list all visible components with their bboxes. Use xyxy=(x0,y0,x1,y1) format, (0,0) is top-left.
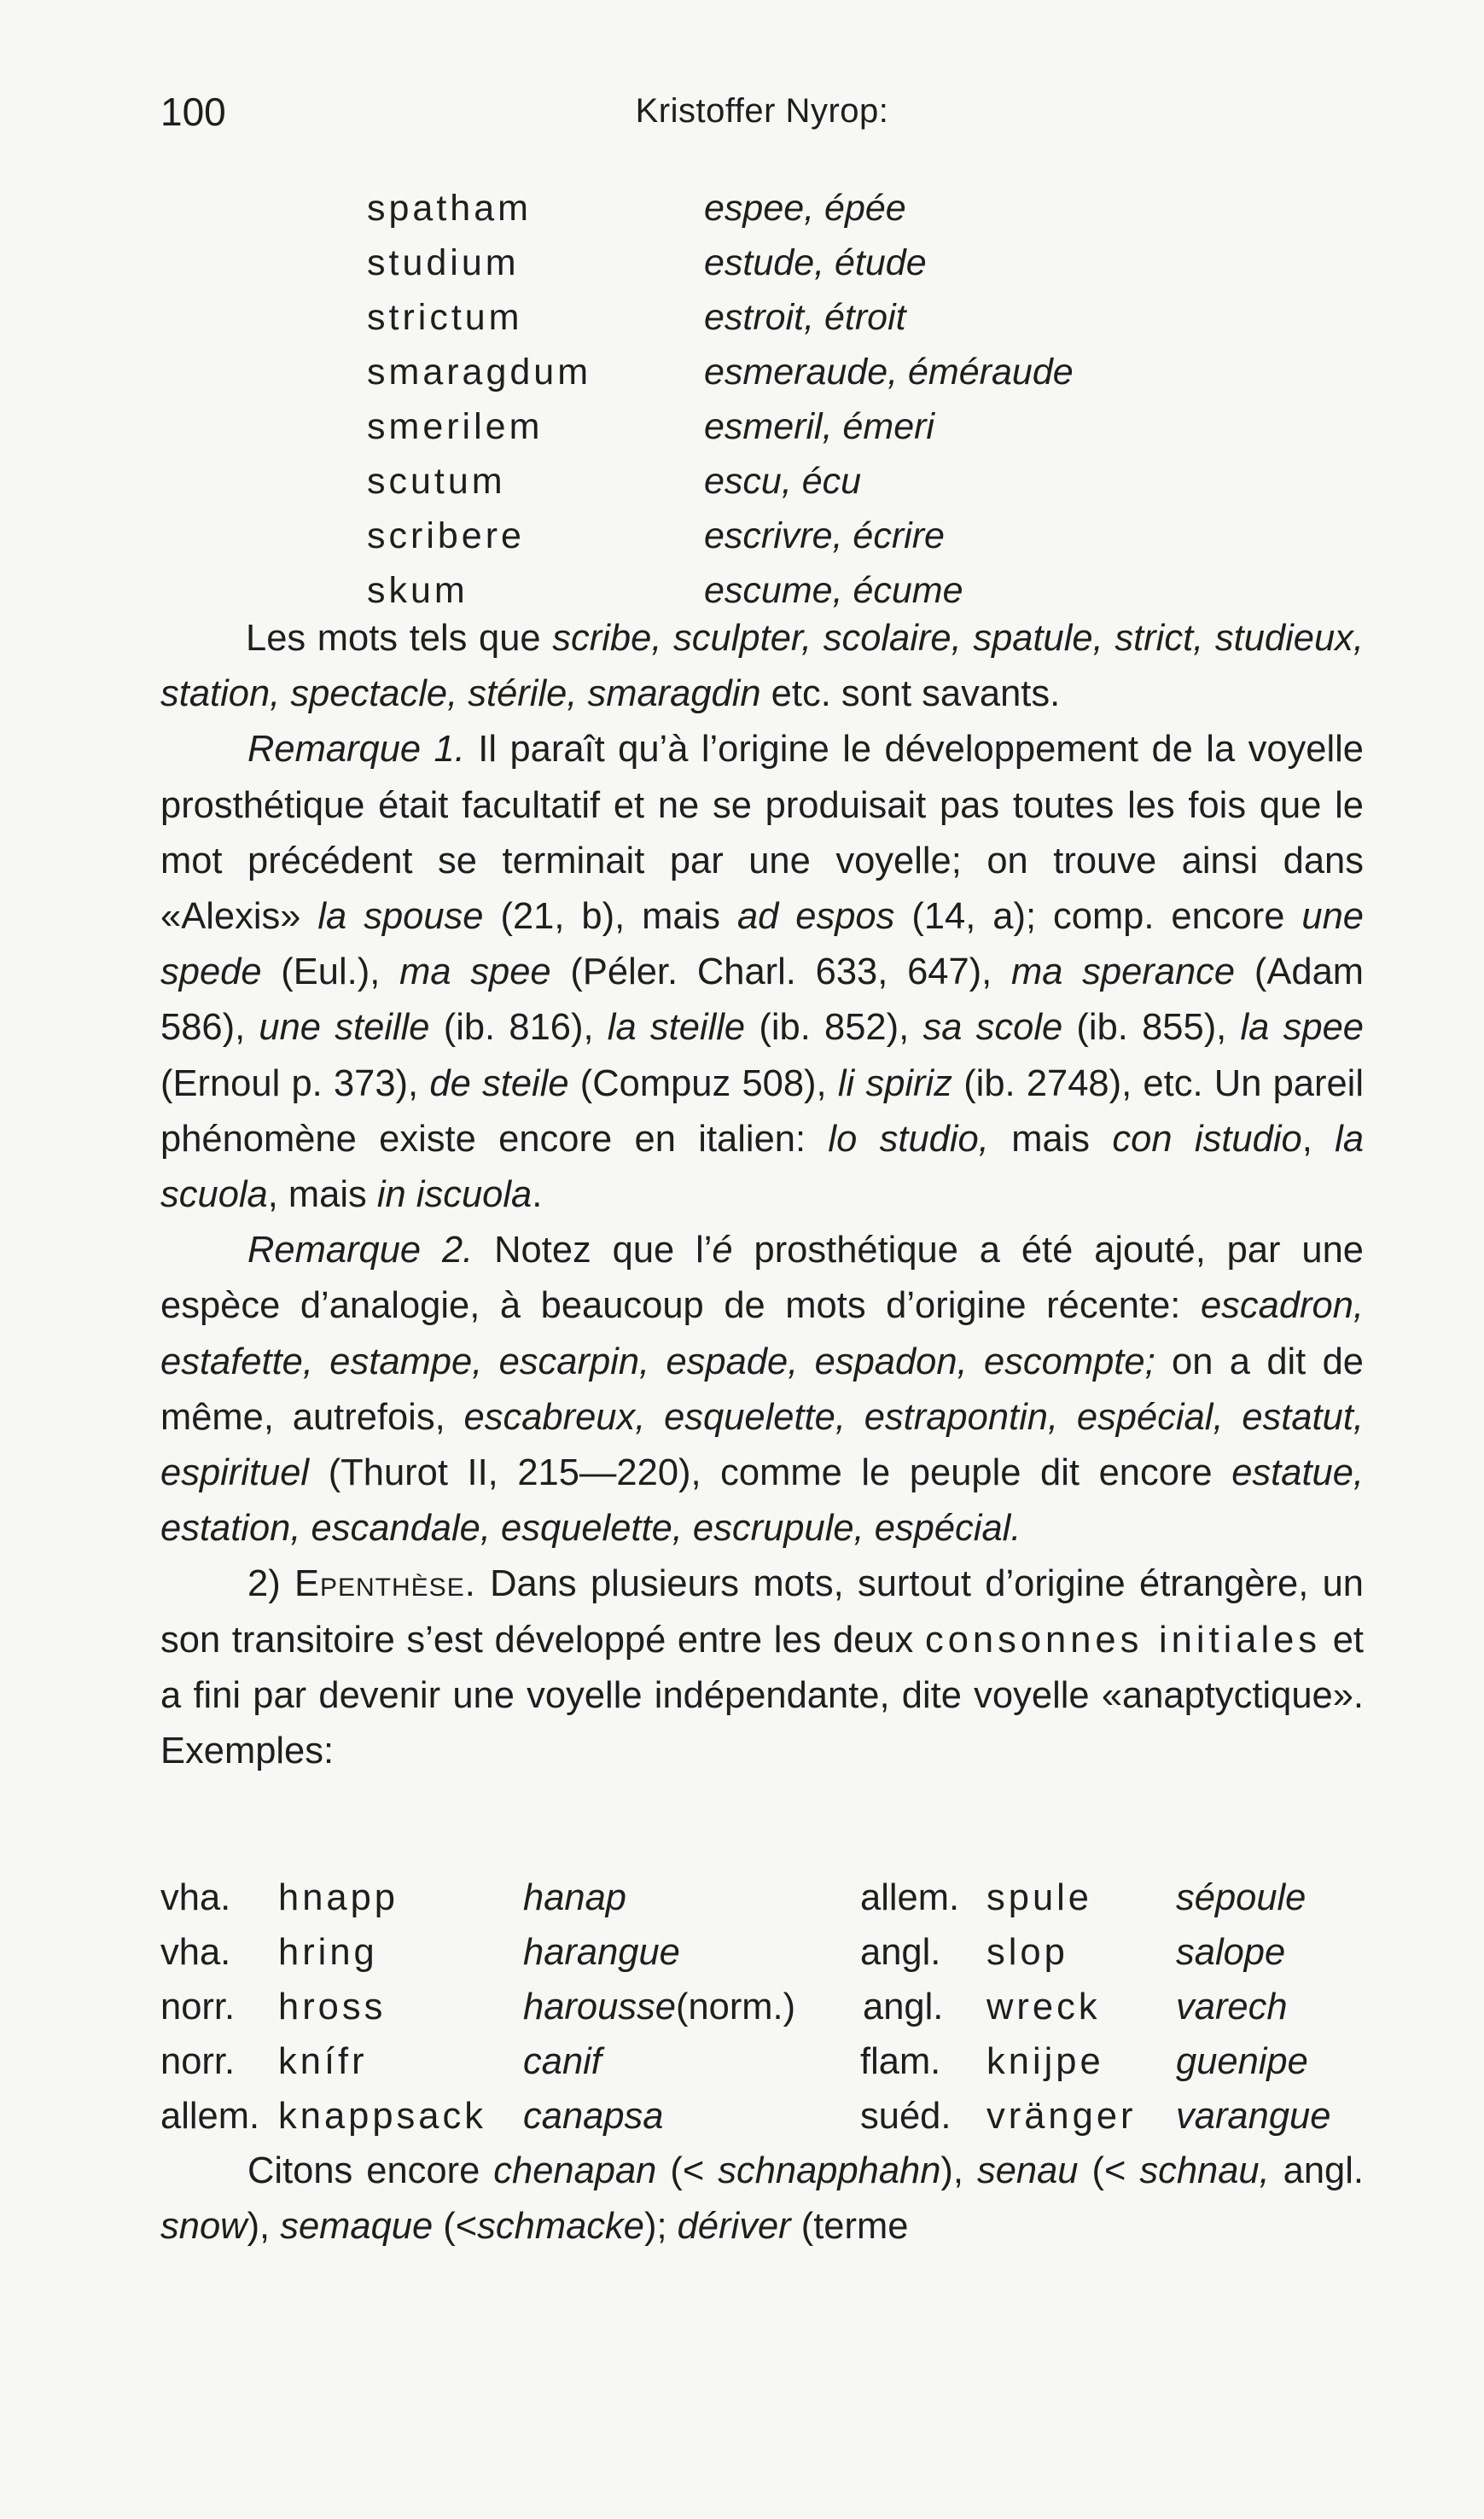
text: Les mots tels que xyxy=(246,618,553,659)
french-word: escrivre, écrire xyxy=(704,515,945,556)
source-word: knappsack xyxy=(278,2096,486,2137)
text: Dans plusieurs mots, surtout d’origine étrangère, un son transitoire s’est développé entre les deux xyxy=(160,1563,1364,1661)
italic-text: la spee xyxy=(1240,1007,1364,1049)
text: (ib. 855), xyxy=(1062,1007,1241,1049)
text: Citons encore xyxy=(247,2150,494,2191)
french-word: canapsa xyxy=(523,2096,664,2137)
text: . xyxy=(532,1174,543,1216)
italic-text: snow xyxy=(160,2206,247,2248)
text: ), xyxy=(247,2206,281,2248)
language-abbrev: vha. xyxy=(160,1877,231,1918)
text: , mais xyxy=(267,1174,377,1216)
french-word: salope xyxy=(1176,1932,1286,1973)
etymology-row xyxy=(367,509,1306,563)
french-word: canif xyxy=(523,2041,602,2082)
language-abbrev: vha. xyxy=(160,1932,231,1973)
italic-text: ad espos xyxy=(736,896,895,938)
table-row xyxy=(160,1870,1364,1925)
remark-label: Remarque 1. xyxy=(247,729,465,771)
source-word: hring xyxy=(278,1932,378,1973)
examples-table xyxy=(160,1870,1364,2144)
source-word: vränger xyxy=(986,2096,1137,2137)
section-number: 2) xyxy=(247,1563,294,1605)
italic-text: ma spee xyxy=(399,951,551,993)
french-word: esmeraude, éméraude xyxy=(704,352,1074,393)
french-word: estude, étude xyxy=(704,242,927,283)
italic-text: la spouse xyxy=(317,896,484,938)
text: ), xyxy=(940,2150,977,2191)
text: mais xyxy=(988,1118,1113,1160)
italic-text: escabreux, esquelette, estrapontin, espécial, estatut, espirituel xyxy=(160,1396,1365,1494)
italic-text: scribe, sculpter, scolaire, spatule, strict, studieux, station, spectacle, stérile, smaragdin xyxy=(160,618,1364,715)
italic-text: li spiriz xyxy=(837,1062,952,1104)
text: angl. xyxy=(1269,2150,1364,2191)
etymology-list xyxy=(367,181,1306,618)
paragraph-savants xyxy=(160,611,1364,722)
italic-text: dériver xyxy=(677,2206,791,2248)
etymology-row xyxy=(367,345,1306,399)
text: (Thurot II, 215—220), comme le peuple dit encore xyxy=(309,1452,1232,1494)
french-word: sépoule xyxy=(1176,1877,1307,1918)
text: (< xyxy=(433,2206,478,2248)
italic-text: lo studio, xyxy=(828,1118,989,1160)
italic-text: sa scole xyxy=(922,1007,1063,1049)
text: (< xyxy=(656,2150,719,2191)
text: (Eul.), xyxy=(261,951,400,993)
text: (ib. 816), xyxy=(429,1007,608,1049)
italic-text: escadron, estafette, estampe, escarpin, espade, espadon, escompte; xyxy=(160,1285,1364,1382)
etymology-row xyxy=(367,399,1306,454)
dialect-note: (norm.) xyxy=(675,1987,796,2027)
source-word: slop xyxy=(986,1932,1068,1973)
text: ); xyxy=(644,2206,678,2248)
text: prosthétique a été ajouté, par une espèce d’analogie, à beaucoup de mots d’origine récente: xyxy=(160,1230,1364,1327)
italic-text: la steille xyxy=(607,1007,746,1049)
french-word: guenipe xyxy=(1176,2041,1308,2082)
text: (Ernoul p. 373), xyxy=(160,1062,430,1104)
french-word: esmeril, émeri xyxy=(704,406,934,447)
language-abbrev: angl. xyxy=(863,1987,944,2027)
french-word: harangue xyxy=(523,1932,680,1973)
section-heading: Epenthèse. xyxy=(294,1563,476,1605)
table-row xyxy=(160,2034,1364,2089)
italic-text: senau xyxy=(976,2150,1079,2191)
language-abbrev: flam. xyxy=(860,2041,941,2082)
table-row xyxy=(160,1980,1364,2034)
spaced-text: consonnes initiales xyxy=(924,1619,1322,1661)
source-word: knífr xyxy=(278,2041,368,2082)
french-word: escu, écu xyxy=(704,461,862,502)
language-abbrev: angl. xyxy=(860,1932,941,1973)
source-word: wreck xyxy=(986,1987,1101,2027)
running-title: Kristoffer Nyrop: xyxy=(635,92,889,130)
text: (ib. 2748), etc. Un pareil phénomène existe encore en italien: xyxy=(160,1062,1365,1160)
paragraph-remarque-2 xyxy=(160,1223,1364,1556)
french-word: espee, épée xyxy=(704,188,906,229)
italic-text: semaque xyxy=(280,2206,434,2248)
text: , xyxy=(1301,1118,1336,1160)
text: (Adam 586), xyxy=(160,951,1365,1049)
text: etc. sont savants. xyxy=(760,673,1061,715)
page-number: 100 xyxy=(160,90,226,134)
latin-word: scribere xyxy=(367,515,525,556)
text: (21, b), mais xyxy=(483,896,737,938)
text: (Péler. Charl. 633, 647), xyxy=(550,951,1011,993)
french-word: hanap xyxy=(523,1877,626,1918)
french-word: escume, écume xyxy=(704,570,963,611)
source-word: spule xyxy=(986,1877,1092,1918)
latin-word: smerilem xyxy=(367,406,544,447)
source-word: hross xyxy=(278,1987,387,2027)
italic-text: de steile xyxy=(429,1062,569,1104)
etymology-row xyxy=(367,563,1306,618)
etymology-row xyxy=(367,236,1306,290)
body-text xyxy=(160,611,1364,1779)
text: (< xyxy=(1078,2150,1140,2191)
latin-word: scutum xyxy=(367,461,506,502)
language-abbrev: norr. xyxy=(160,2041,236,2082)
language-abbrev: norr. xyxy=(160,1987,236,2027)
table-row xyxy=(160,1925,1364,1980)
italic-text: chenapan xyxy=(493,2150,657,2191)
text: Notez que l’ xyxy=(473,1230,713,1271)
table-row xyxy=(160,2089,1364,2144)
language-abbrev: allem. xyxy=(860,1877,960,1918)
etymology-row xyxy=(367,290,1306,345)
italic-text: estatue, estation, escandale, esquelette, escrupule, espécial. xyxy=(160,1452,1364,1550)
latin-word: skum xyxy=(367,570,468,611)
paragraph-remarque-1 xyxy=(160,722,1364,1223)
text: Il paraît qu’à l’origine le développement de la voyelle prosthétique était facultatif et ne se produisait pas toutes les fois que le mot précédent se terminait par une voyelle; on trouve ainsi dans «Alexis» xyxy=(160,729,1364,938)
page-header xyxy=(160,89,1364,140)
latin-word: studium xyxy=(367,242,520,283)
italic-text: é xyxy=(712,1230,733,1271)
text: et a fini par devenir une voyelle indépendante, dite voyelle «anaptyctique». Exemples: xyxy=(160,1619,1364,1772)
italic-text: schmacke xyxy=(477,2206,644,2248)
text: (terme xyxy=(790,2206,909,2248)
italic-text: con istudio xyxy=(1112,1118,1302,1160)
language-abbrev: suéd. xyxy=(860,2096,952,2137)
italic-text: une steille xyxy=(259,1007,430,1049)
text: (ib. 852), xyxy=(745,1007,923,1049)
italic-text: schnau, xyxy=(1139,2150,1270,2191)
text: (14, a); comp. encore xyxy=(894,896,1302,938)
french-word: varech xyxy=(1176,1987,1288,2027)
french-word: harousse xyxy=(523,1987,676,2027)
latin-word: strictum xyxy=(367,297,523,338)
italic-text: in iscuola xyxy=(376,1174,532,1216)
language-abbrev: allem. xyxy=(160,2096,260,2137)
french-word: estroit, étroit xyxy=(704,297,906,338)
italic-text: schnapphahn xyxy=(718,2150,941,2191)
latin-word: spatham xyxy=(367,188,532,229)
italic-text: une spede xyxy=(160,896,1364,993)
source-word: knijpe xyxy=(986,2041,1104,2082)
etymology-row xyxy=(367,181,1306,236)
source-word: hnapp xyxy=(278,1877,399,1918)
french-word-with-note xyxy=(523,1980,795,2034)
remark-label: Remarque 2. xyxy=(247,1230,474,1271)
french-word: varangue xyxy=(1176,2096,1331,2137)
italic-text: ma sperance xyxy=(1010,951,1236,993)
paragraph-citons xyxy=(160,2144,1364,2254)
text: (Compuz 508), xyxy=(568,1062,838,1104)
text: on a dit de même, autrefois, xyxy=(160,1341,1365,1438)
paragraph-epenthese xyxy=(160,1556,1364,1779)
latin-word: smaragdum xyxy=(367,352,592,393)
etymology-row xyxy=(367,454,1306,509)
italic-text: la scuola xyxy=(160,1118,1365,1216)
closing-text xyxy=(160,2144,1364,2254)
